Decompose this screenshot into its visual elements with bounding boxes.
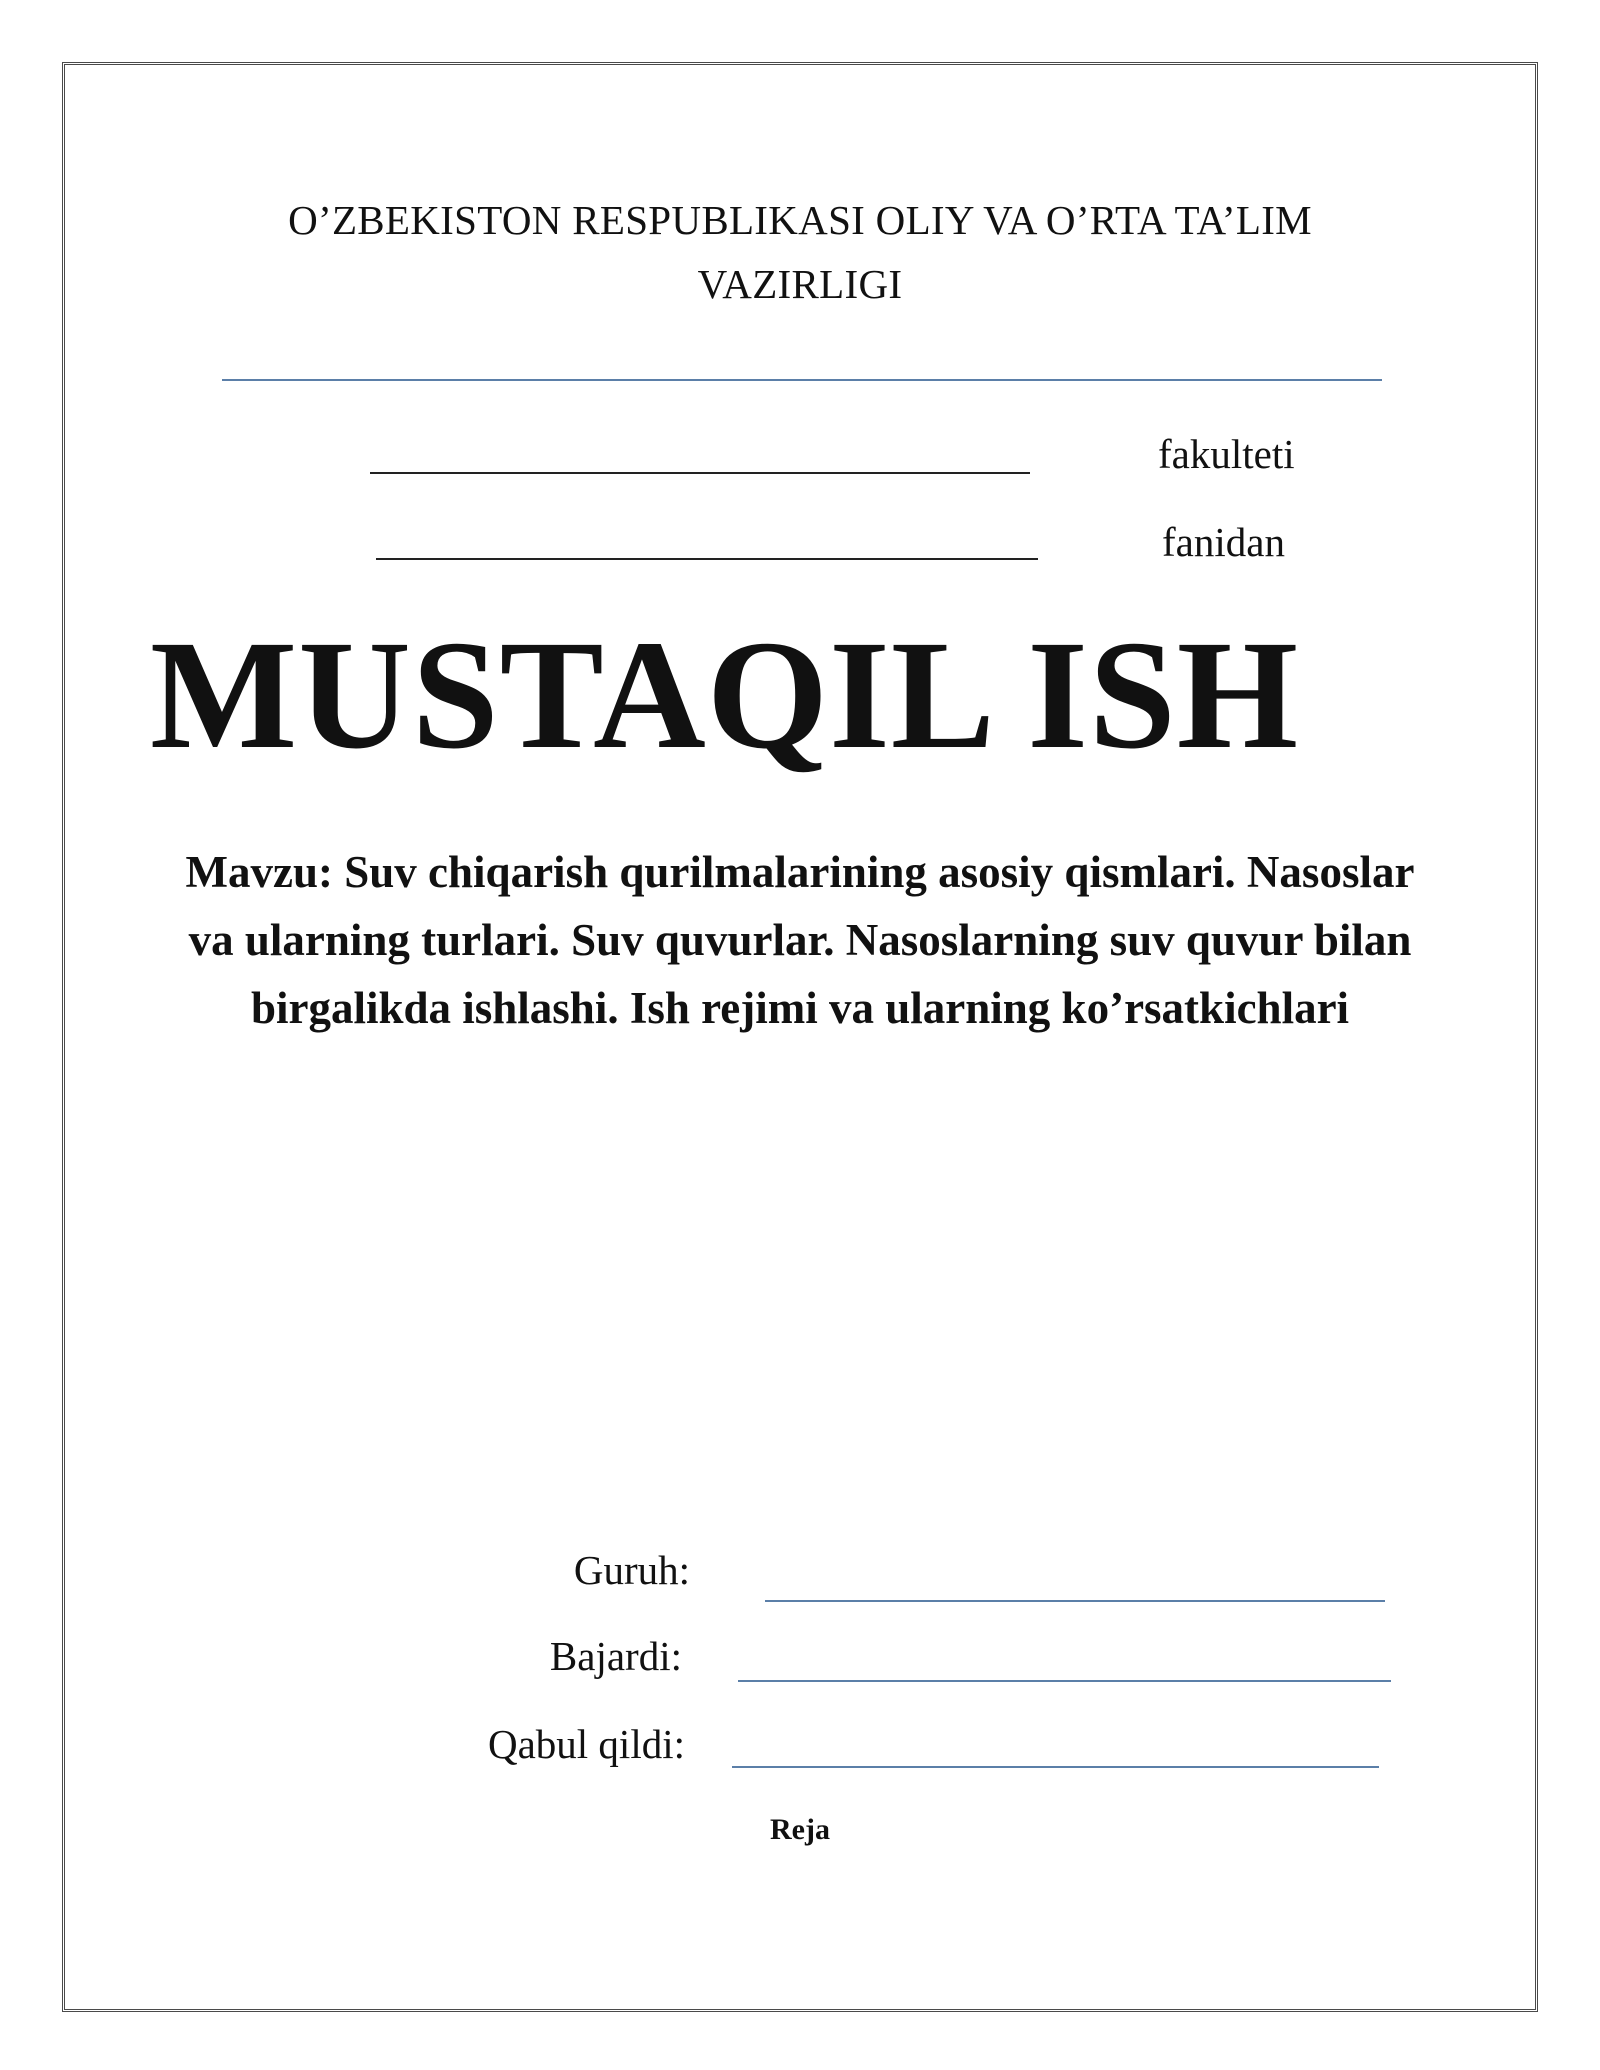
ministry-line-1: O’ZBEKISTON RESPUBLIKASI OLIY VA O’RTA TA’LIM	[288, 197, 1312, 243]
faculty-label: fakulteti	[1158, 431, 1295, 477]
university-name-line	[222, 379, 1382, 381]
done-by-line	[738, 1680, 1391, 1682]
group-line	[765, 1600, 1385, 1602]
group-label: Guruh:	[573, 1547, 690, 1593]
ministry-line-2: VAZIRLIGI	[697, 261, 903, 307]
subject-label: fanidan	[1162, 519, 1285, 565]
topic-text: Mavzu: Suv chiqarish qurilmalarining asosiy qismlari. Nasoslar va ularning turlari. Suv quvurlar. Nasoslarning suv quvur bilan birgalikda ishlashi. Ish rejimi va ularning ko’rsatkichlari	[185, 847, 1415, 1033]
subject-name-line	[376, 558, 1038, 560]
faculty-name-line	[370, 472, 1030, 474]
ministry-heading	[180, 188, 1420, 316]
document-title: MUSTAQIL ISH	[150, 608, 1300, 781]
accepted-by-line	[732, 1766, 1379, 1768]
plan-heading: Reja	[770, 1813, 830, 1846]
done-by-label: Bajardi:	[549, 1633, 682, 1679]
accepted-by-label: Qabul qildi:	[487, 1721, 685, 1767]
